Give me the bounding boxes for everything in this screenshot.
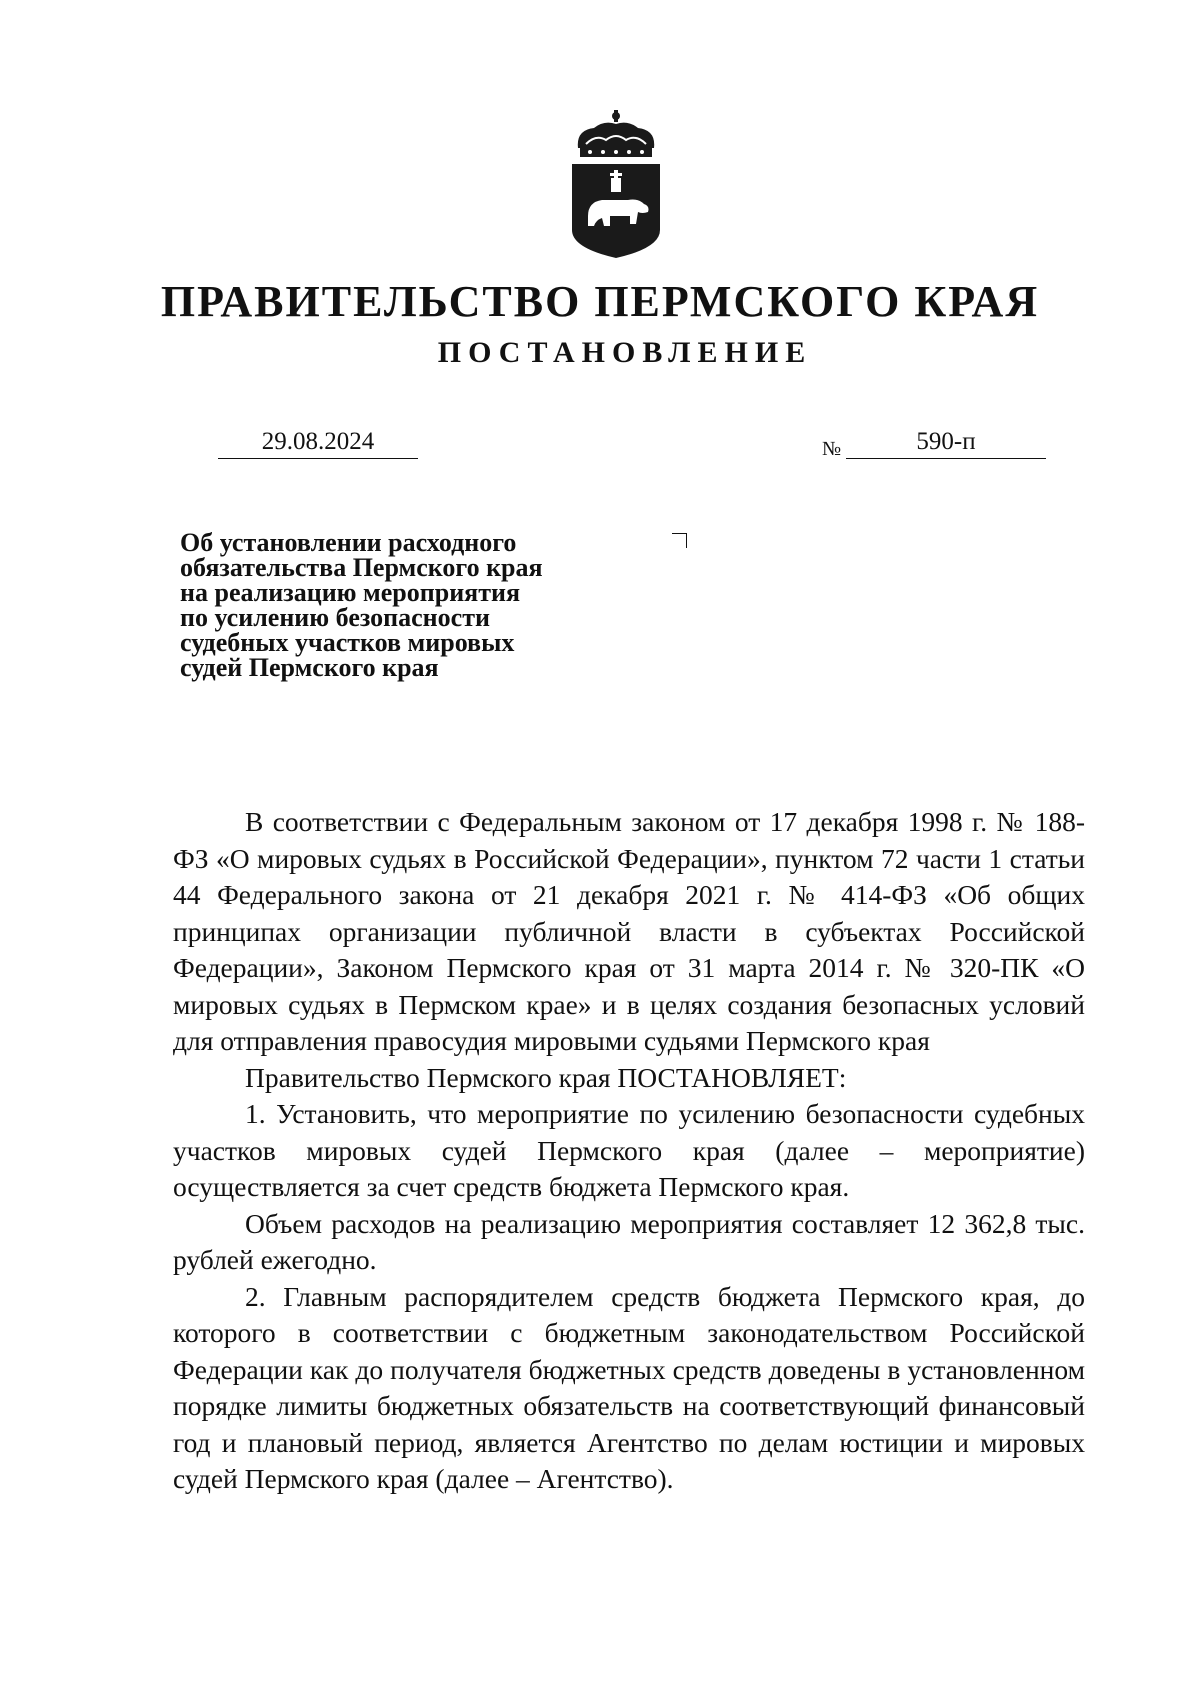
body-paragraph: 2. Главным распорядителем средств бюджета Пермского края, до которого в соответствии с бюджетным законодательством Российской Федерации как до получателя бюджетных средств доведены в установленном порядке лимиты бюджетных обязательств на соответствующий финансовый год и плановый период, является Агентство по делам юстиции и мировых судей Пермского края (далее – Агентство).	[173, 1280, 1085, 1494]
document-number: 590-п	[846, 426, 1046, 459]
subject-line: на реализацию мероприятия	[180, 578, 521, 607]
body-paragraph: 1. Установить, что мероприятие по усилению безопасности судебных участков мировых судей Пермского края (далее – мероприятие) осуществляется за счет средств бюджета Пермского края.	[173, 1098, 1085, 1202]
subject-line: обязательства Пермского края	[180, 553, 543, 582]
organization-title: ПРАВИТЕЛЬСТВО ПЕРМСКОГО КРАЯ	[160, 277, 1040, 326]
crown-icon	[578, 110, 654, 157]
corner-mark	[672, 533, 687, 548]
subject-line: судебных участков мировых	[180, 628, 515, 657]
number-label: №	[822, 438, 842, 460]
document-subject	[180, 530, 620, 680]
document-date: 29.08.2024	[218, 426, 418, 459]
body-paragraph: Объем расходов на реализацию мероприятия составляет 12 362,8 тыс. рублей ежегодно.	[173, 1207, 1085, 1275]
body-paragraph: В соответствии с Федеральным законом от 17 декабря 1998 г. № 188-ФЗ «О мировых судьях в Российской Федерации», пунктом 72 части 1 статьи 44 Федерального закона от 21 декабря 2021 г. № 414-ФЗ «Об общих принципах организации публичной власти в субъектах Российской Федерации», Законом Пермского края от 31 марта 2014 г. № 320-ПК «О мировых судьях в Пермском крае» и в целях создания безопасных условий для отправления правосудия мировыми судьями Пермского края	[173, 806, 1085, 1056]
body-paragraph: Правительство Пермского края ПОСТАНОВЛЯЕТ:	[245, 1061, 847, 1093]
perm-krai-coat-of-arms-icon	[566, 108, 666, 260]
subject-line: по усилению безопасности	[180, 603, 490, 632]
document-type: ПОСТАНОВЛЕНИЕ	[437, 336, 813, 369]
document-body	[173, 804, 1085, 1498]
subject-line: Об установлении расходного	[180, 528, 517, 557]
subject-line: судей Пермского края	[180, 653, 439, 682]
